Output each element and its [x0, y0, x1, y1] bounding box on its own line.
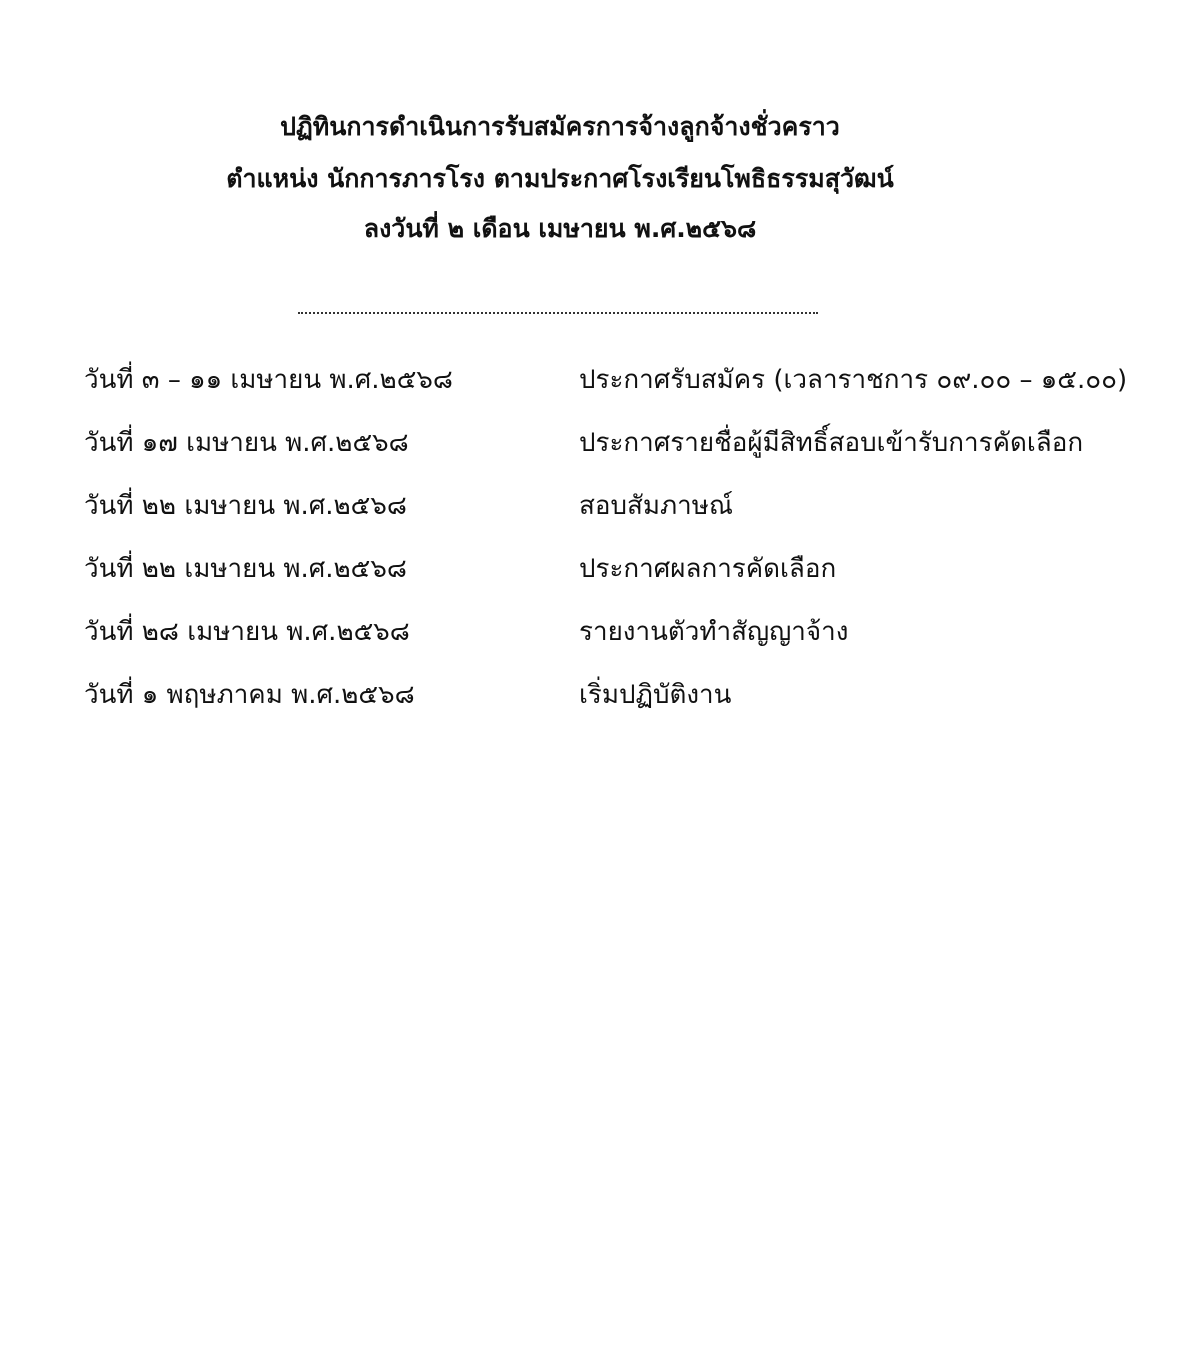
schedule-event: ประกาศรับสมัคร (เวลาราชการ ๐๙.๐๐ – ๑๕.๐๐)	[579, 365, 1128, 395]
schedule-date: วันที่ ๒๒ เมษายน พ.ศ.๒๕๖๘	[84, 554, 407, 584]
document-subtitle-date: ลงวันที่ ๒ เดือน เมษายน พ.ศ.๒๕๖๘	[363, 214, 757, 243]
schedule-date: วันที่ ๑ พฤษภาคม พ.ศ.๒๕๖๘	[84, 680, 415, 710]
schedule-row	[84, 610, 1184, 673]
dotted-divider	[298, 312, 818, 314]
schedule-date: วันที่ ๒๘ เมษายน พ.ศ.๒๕๖๘	[84, 617, 410, 647]
schedule-date: วันที่ ๑๗ เมษายน พ.ศ.๒๕๖๘	[84, 428, 409, 458]
schedule-row	[84, 358, 1184, 421]
schedule-row	[84, 484, 1184, 547]
schedule-row	[84, 421, 1184, 484]
schedule-row	[84, 673, 1184, 736]
schedule-list	[84, 358, 1184, 736]
schedule-event: ประกาศผลการคัดเลือก	[579, 554, 837, 584]
schedule-event: รายงานตัวทำสัญญาจ้าง	[579, 617, 849, 647]
schedule-event: เริ่มปฏิบัติงาน	[579, 680, 732, 710]
schedule-date: วันที่ ๓ – ๑๑ เมษายน พ.ศ.๒๕๖๘	[84, 365, 453, 395]
document-title-block	[0, 112, 1120, 244]
schedule-row	[84, 547, 1184, 610]
schedule-event: ประกาศรายชื่อผู้มีสิทธิ์สอบเข้ารับการคัดเลือก	[579, 428, 1084, 458]
schedule-date: วันที่ ๒๒ เมษายน พ.ศ.๒๕๖๘	[84, 491, 407, 521]
schedule-event: สอบสัมภาษณ์	[579, 491, 733, 521]
document-title: ปฏิทินการดำเนินการรับสมัครการจ้างลูกจ้างชั่วคราว	[280, 112, 840, 141]
document-subtitle-position: ตำแหน่ง นักการภารโรง ตามประกาศโรงเรียนโพธิธรรมสุวัฒน์	[226, 164, 894, 193]
